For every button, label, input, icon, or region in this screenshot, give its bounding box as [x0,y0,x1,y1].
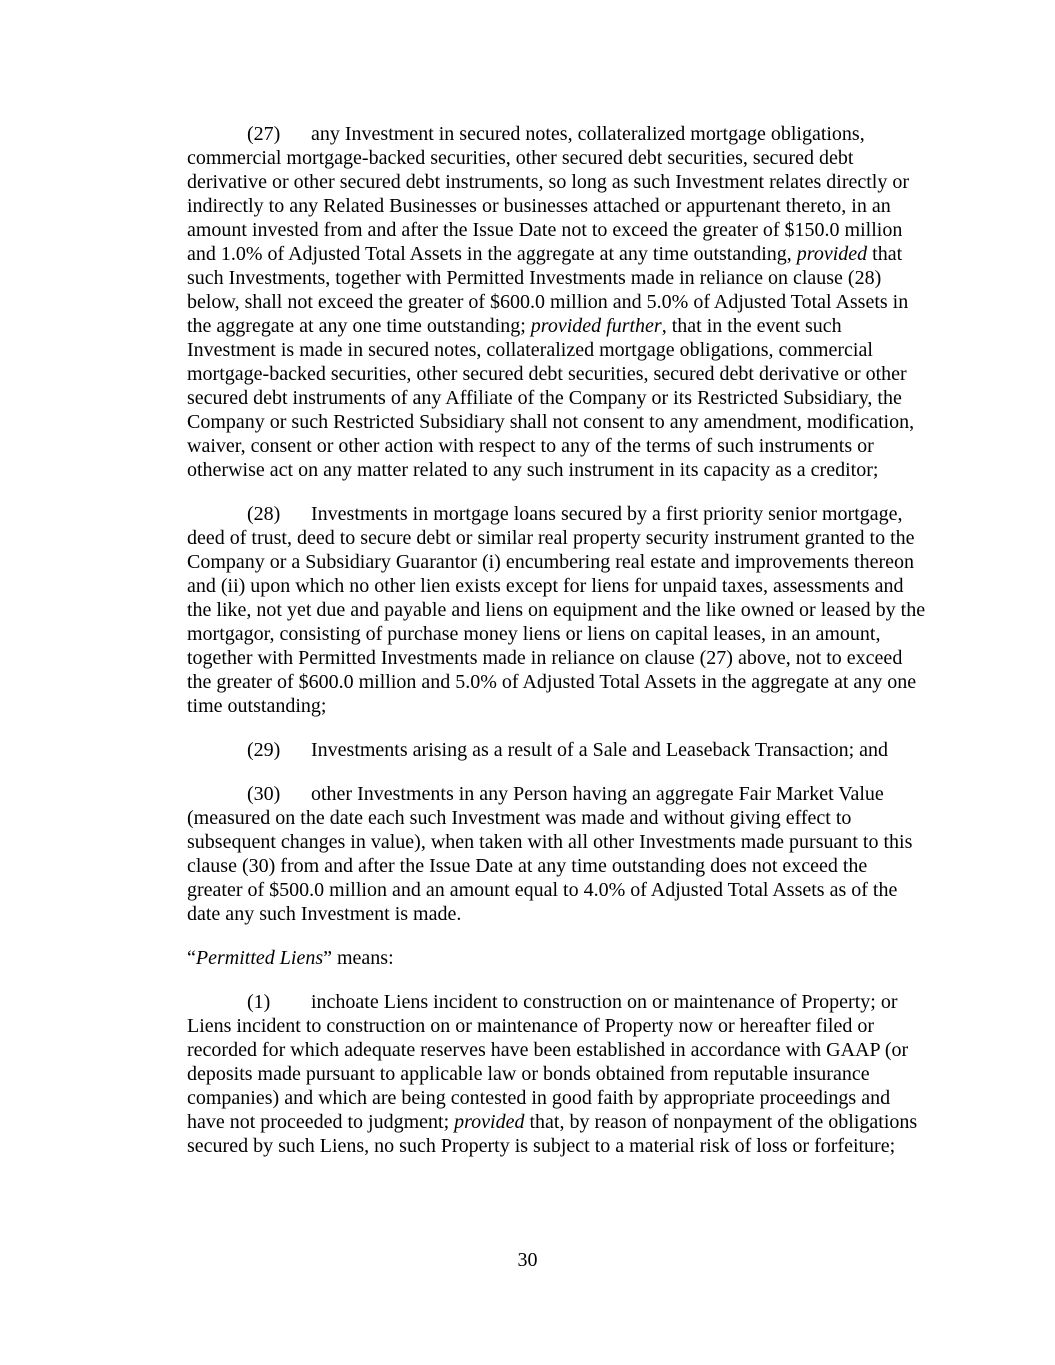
paragraph-text [187,991,917,1157]
text-run: inchoate Liens incident to construction on or maintenance of Property; or Liens incident to construction on or maintenance of Property now or hereafter filed or recorded for which adequate reserves have been established in accordance with GAAP (or deposits made pursuant to applicable law or bonds obtained from reputable insurance companies) and which are being contested in good faith by appropriate proceedings and have not proceeded to judgment; [187,991,909,1133]
clause-paragraph [187,782,927,926]
clause-paragraph [187,502,927,718]
clause-number: (30) [247,783,281,805]
italic-text-run: provided further [530,315,662,337]
clause-number: (28) [247,503,281,525]
page-number: 30 [517,1249,538,1271]
text-run: Investments in mortgage loans secured by a first priority senior mortgage, deed of trust, deed to secure debt or similar real property security instrument granted to the Company or a Subsidiary Guarantor (i) encumbering real estate and improvements thereon and (ii) upon which no other lien exists except for liens for unpaid taxes, assessments and the like, not yet due and payable and liens on equipment and the like owned or leased by the mortgagor, consisting of purchase money liens or liens on capital leases, in an amount, together with Permitted Investments made in reliance on clause (27) above, not to exceed the greater of $600.0 million and 5.0% of Adjusted Total Assets in the aggregate at any one time outstanding; [187,503,926,717]
definition-paragraph [187,946,927,970]
paragraph-text [187,123,914,481]
clause-number: (27) [247,123,281,145]
text-run: “ [187,947,196,969]
text-run: ” means: [323,947,394,969]
text-run: other Investments in any Person having an aggregate Fair Market Value (measured on the date each such Investment was made and without giving effect to subsequent changes in value), when taken with all other Investments made pursuant to this clause (30) from and after the Issue Date at any time outstanding does not exceed the greater of $500.0 million and an amount equal to 4.0% of Adjusted Total Assets as of the date any such Investment is made. [187,783,913,925]
clause-number: (1) [247,991,271,1013]
paragraph-text [311,739,888,761]
text-run: Investments arising as a result of a Sale and Leaseback Transaction; and [311,739,889,761]
text-run: that, by reason of nonpayment of the obligations secured by such Liens, no such Property is subject to a material risk of loss or forfeiture; [187,1111,918,1157]
text-run: any Investment in secured notes, collateralized mortgage obligations, commercial mortgage-backed securities, other secured debt securities, secured debt derivative or other secured debt instruments, so long as such Investment relates directly or indirectly to any Related Businesses or businesses attached or appurtenant thereto, in an amount invested from and after the Issue Date not to exceed the greater of $150.0 million and 1.0% of Adjusted Total Assets in the aggregate at any time outstanding, [187,123,910,265]
italic-text-run: provided [796,243,868,265]
text-run: , that in the event such Investment is made in secured notes, collateralized mortgage obligations, commercial mortgage-backed securities, other secured debt securities, secured debt derivative or other secured debt instruments of any Affiliate of the Company or its Restricted Subsidiary, the Company or such Restricted Subsidiary shall not consent to any amendment, modification, waiver, consent or other action with respect to any of the terms of such instruments or otherwise act on any matter related to any such instrument in its capacity as a creditor; [187,315,915,481]
clause-number: (29) [247,739,281,761]
paragraph-text [187,503,925,717]
text-run: that such Investments, together with Permitted Investments made in reliance on clause (28) below, shall not exceed the greater of $600.0 million and 5.0% of Adjusted Total Assets in the aggregate at any one time outstanding; [187,243,909,337]
italic-text-run: provided [454,1111,525,1133]
paragraph-text [187,947,394,969]
italic-text-run: Permitted Liens [195,947,324,969]
clause-paragraph [187,738,927,762]
clause-paragraph [187,990,927,1158]
clause-paragraph [187,122,927,482]
